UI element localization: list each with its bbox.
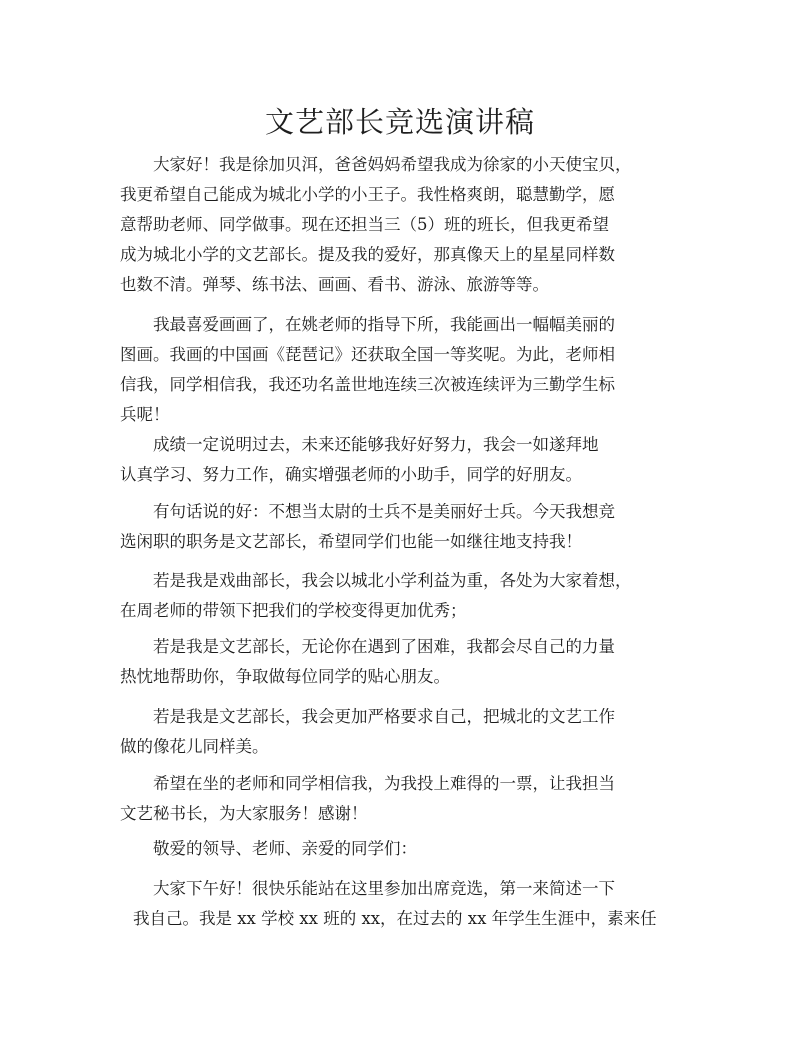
text-line: 希望在坐的老师和同学相信我，为我投上难得的一票，让我担当 bbox=[153, 774, 615, 793]
text-line: 做的像花儿同样美。 bbox=[120, 737, 269, 756]
text-line: 选闲职的职务是文艺部长，希望同学们也能一如继往地支持我！ bbox=[120, 532, 582, 551]
paragraph-7 bbox=[120, 702, 665, 762]
text-line: 我更希望自己能成为城北小学的小王子。我性格爽朗，聪慧勤学，愿 bbox=[120, 185, 615, 204]
text-line: 成绩一定说明过去，未来还能够我好好努力，我会一如遂拜地 bbox=[153, 435, 599, 454]
text-line: 在周老师的带领下把我们的学校变得更加优秀； bbox=[120, 601, 467, 620]
paragraph-8 bbox=[120, 769, 665, 829]
paragraph-4 bbox=[120, 497, 665, 557]
text-line: 热忱地帮助你，争取做每位同学的贴心朋友。 bbox=[120, 667, 450, 686]
text-line: 我最喜爱画画了，在姚老师的指导下所，我能画出一幅幅美丽的 bbox=[153, 315, 615, 334]
text-line: 大家下午好！很快乐能站在这里参加出席竞选，第一来简述一下 bbox=[153, 879, 615, 898]
paragraph-1 bbox=[120, 150, 665, 300]
text-line: 我自己。我是 xx 学校 xx 班的 xx，在过去的 xx 年学生生涯中，素来任 bbox=[133, 909, 657, 928]
paragraph-5 bbox=[120, 566, 665, 626]
text-line: 若是我是戏曲部长，我会以城北小学利益为重，各处为大家着想， bbox=[153, 571, 632, 590]
paragraph-10 bbox=[120, 874, 665, 934]
text-line: 敬爱的领导、老师、亲爱的同学们： bbox=[153, 839, 417, 858]
paragraph-3 bbox=[120, 430, 665, 490]
text-line: 文艺秘书长，为大家服务！感谢！ bbox=[120, 804, 368, 823]
text-line: 大家好！我是徐加贝洱，爸爸妈妈希望我成为徐家的小天使宝贝， bbox=[153, 155, 632, 174]
paragraph-9 bbox=[120, 834, 665, 864]
paragraph-2 bbox=[120, 310, 665, 430]
text-line: 兵呢！ bbox=[120, 405, 170, 424]
text-line: 认真学习、努力工作，确实增强老师的小助手，同学的好朋友。 bbox=[120, 465, 582, 484]
text-line: 也数不清。弹琴、练书法、画画、看书、游泳、旅游等等。 bbox=[120, 275, 549, 294]
paragraph-6 bbox=[120, 632, 665, 692]
text-line: 有句话说的好：不想当太尉的士兵不是美丽好士兵。今天我想竞 bbox=[153, 502, 615, 521]
text-line: 若是我是文艺部长，无论你在遇到了困难，我都会尽自己的力量 bbox=[153, 637, 615, 656]
document-title: 文艺部长竞选演讲稿 bbox=[264, 105, 535, 139]
text-line: 图画。我画的中国画《琵琶记》还获取全国一等奖呢。为此，老师相 bbox=[120, 345, 615, 364]
text-line: 信我，同学相信我，我还功名盖世地连续三次被连续评为三勤学生标 bbox=[120, 375, 615, 394]
text-line: 成为城北小学的文艺部长。提及我的爱好，那真像天上的星星同样数 bbox=[120, 245, 615, 264]
text-line: 意帮助老师、同学做事。现在还担当三（5）班的班长，但我更希望 bbox=[120, 215, 609, 234]
text-line: 若是我是文艺部长，我会更加严格要求自己，把城北的文艺工作 bbox=[153, 707, 615, 726]
